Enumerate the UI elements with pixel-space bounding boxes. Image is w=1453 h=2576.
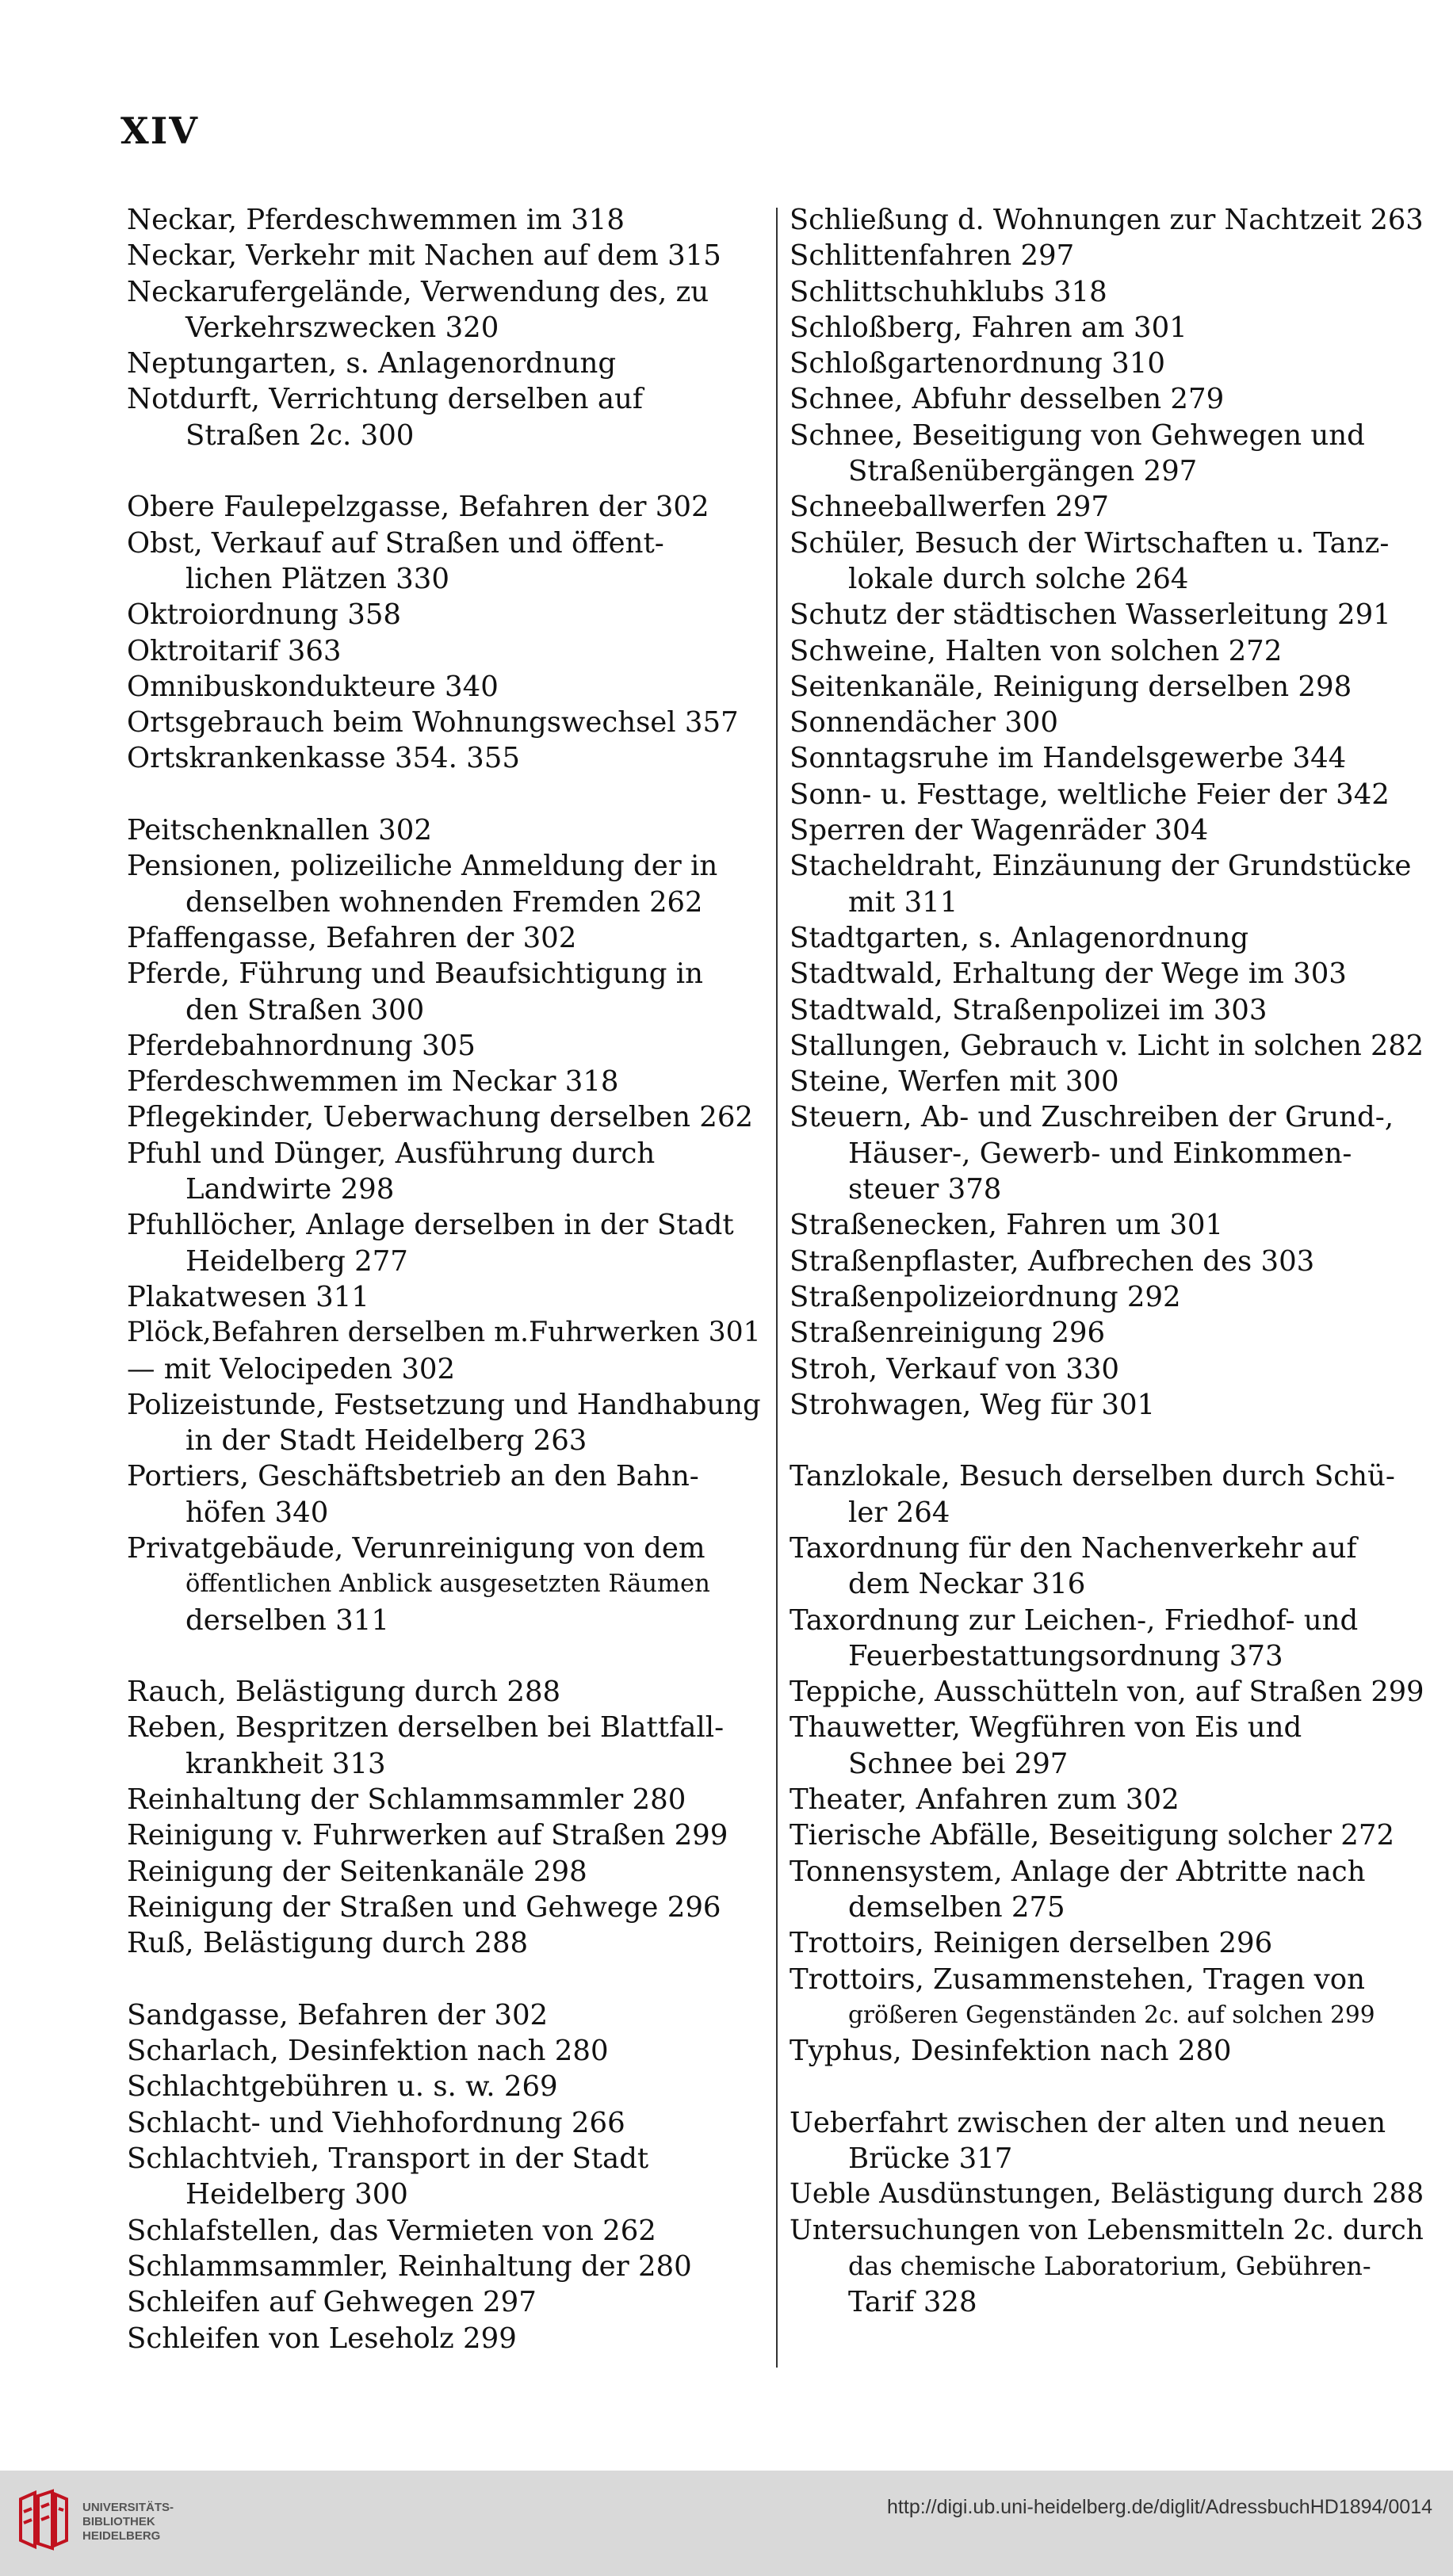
index-entry (790, 1351, 1424, 1387)
index-entry-text: Stadtgarten, s. Anlagenordnung (790, 921, 1249, 954)
index-entry-continuation: das chemische Laboratorium, Gebühren- (848, 2250, 1371, 2281)
library-name-line: UNIVERSITÄTS- (82, 2501, 174, 2514)
index-letter-group (790, 202, 1424, 1423)
index-entry (790, 992, 1424, 1028)
index-entry (790, 2105, 1424, 2177)
index-entry (127, 1351, 761, 1387)
index-entry-text: Schleifen von Leseholz 299 (127, 2322, 517, 2355)
index-entry-text: Sonntagsruhe im Handelsgewerbe 344 (790, 742, 1347, 775)
index-entry-text: Scharlach, Desinfektion nach 280 (127, 2035, 609, 2068)
index-entry (790, 310, 1424, 346)
index-entry (790, 202, 1424, 238)
index-entry-text: Schlafstellen, das Vermieten von 262 (127, 2214, 656, 2247)
index-entry (790, 2213, 1424, 2321)
index-entry-text: Pflegekinder, Ueberwachung derselben 262 (127, 1101, 753, 1134)
index-entry-continuation: steuer 378 (848, 1173, 1002, 1206)
index-entry-text: Tonnensystem, Anlage der Abtritte nach (790, 1855, 1366, 1888)
index-entry (790, 1710, 1424, 1782)
index-entry-continuation: Tarif 328 (848, 2286, 977, 2319)
index-entry-text: Stroh, Verkauf von 330 (790, 1352, 1120, 1385)
index-entry-text: Sonn- u. Festtage, weltliche Feier der 342 (790, 778, 1390, 811)
index-entry-text: Plakatwesen 311 (127, 1280, 369, 1313)
index-entry-continuation: öffentlichen Anblick ausgesetzten Räumen (185, 1570, 710, 1599)
index-entry (127, 274, 761, 346)
index-entry-text: Thauwetter, Wegführen von Eis und (790, 1711, 1302, 1745)
index-entry (790, 1458, 1424, 1531)
index-entry-continuation: demselben 275 (848, 1890, 1065, 1924)
index-entry-text: Tierische Abfälle, Beseitigung solcher 272 (790, 1819, 1395, 1852)
index-entry-text: Neckar, Verkehr mit Nachen auf dem 315 (127, 239, 721, 273)
index-entry (127, 1674, 761, 1710)
index-entry-text: Stadtwald, Erhaltung der Wege im 303 (790, 957, 1347, 991)
index-entry (127, 381, 761, 453)
index-entry-text: Teppiche, Ausschütteln von, auf Straßen 299 (790, 1676, 1424, 1709)
index-entry-text: Theater, Anfahren zum 302 (790, 1783, 1180, 1817)
index-entry (127, 2069, 761, 2104)
index-entry (127, 202, 761, 238)
index-entry (790, 956, 1424, 992)
index-entry-text: — mit Velocipeden 302 (127, 1352, 456, 1385)
index-entry-text: Privatgebäude, Verunreinigung von dem (127, 1531, 705, 1565)
index-entry-text: Reinigung der Seitenkanäle 298 (127, 1855, 587, 1888)
index-entry (127, 1064, 761, 1099)
index-entry (790, 848, 1424, 920)
index-entry-text: Schutz der städtischen Wasserleitung 291 (790, 598, 1391, 632)
index-entry (127, 633, 761, 669)
index-entry-text: Pfaffengasse, Befahren der 302 (127, 921, 577, 954)
index-entry (790, 1099, 1424, 1207)
index-letter-group (127, 1997, 761, 2356)
index-entry (127, 848, 761, 920)
index-entry (127, 1854, 761, 1890)
index-entry (790, 238, 1424, 273)
index-entry-continuation: Feuerbestattungsordnung 373 (848, 1639, 1283, 1672)
index-entry (127, 1531, 761, 1638)
library-name (82, 2501, 174, 2544)
index-entry-text: Rauch, Belästigung durch 288 (127, 1676, 561, 1709)
index-entry-text: Ortsgebrauch beim Wohnungswechsel 357 (127, 706, 739, 740)
index-entry (127, 1782, 761, 1817)
index-entry (790, 1244, 1424, 1279)
index-entry-text: Notdurft, Verrichtung derselben auf (127, 383, 643, 416)
index-entry-text: Schließung d. Wohnungen zur Nachtzeit 263 (790, 204, 1424, 236)
index-entry (790, 1782, 1424, 1817)
index-entry (790, 418, 1424, 490)
index-entry (790, 1064, 1424, 1099)
index-entry (127, 597, 761, 633)
index-entry (127, 2284, 761, 2320)
index-entry-text: Schneeballwerfen 297 (790, 491, 1109, 524)
index-entry-continuation: Verkehrszwecken 320 (185, 311, 499, 344)
index-entry-continuation: dem Neckar 316 (848, 1568, 1086, 1601)
index-entry-text: Peitschenknallen 302 (127, 814, 432, 847)
index-entry (127, 526, 761, 598)
index-entry (790, 812, 1424, 848)
index-entry-continuation: Heidelberg 300 (185, 2178, 408, 2211)
index-entry-text: Obere Faulepelzgasse, Befahren der 302 (127, 491, 709, 524)
index-entry-text: Trottoirs, Reinigen derselben 296 (790, 1927, 1273, 1960)
index-entry (790, 1207, 1424, 1243)
index-letter-group (790, 1458, 1424, 2069)
index-entry (127, 1099, 761, 1135)
index-letter-group (127, 812, 761, 1638)
index-entry-text: Polizeistunde, Festsetzung und Handhabung (127, 1388, 761, 1421)
index-entry-text: Oktroitarif 363 (127, 634, 342, 667)
index-entry-text: Ueberfahrt zwischen der alten und neuen (790, 2106, 1386, 2139)
index-entry (127, 2213, 761, 2249)
index-entry-text: Schnee, Beseitigung von Gehwegen und (790, 419, 1365, 452)
source-url[interactable]: http://digi.ub.uni-heidelberg.de/diglit/AdressbuchHD1894/0014 (887, 2496, 1432, 2518)
index-entry-text: Taxordnung zur Leichen-, Friedhof- und (790, 1603, 1359, 1637)
index-column-left (127, 202, 761, 2356)
group-gap (127, 1638, 761, 1674)
index-entry-text: Straßenpolizeiordnung 292 (790, 1280, 1181, 1313)
index-entry (127, 2321, 761, 2356)
index-entry-continuation: derselben 311 (185, 1603, 389, 1637)
index-entry-text: Reinhaltung der Schlammsammler 280 (127, 1783, 686, 1817)
index-entry-text: Neckar, Pferdeschwemmen im 318 (127, 204, 625, 236)
index-entry-text: Reinigung v. Fuhrwerken auf Straßen 299 (127, 1819, 728, 1852)
index-entry-text: Pferdebahnordnung 305 (127, 1029, 476, 1062)
index-entry-continuation: Häuser-, Gewerb- und Einkommen- (848, 1137, 1352, 1170)
index-entry-text: Schweine, Halten von solchen 272 (790, 634, 1283, 667)
library-logo-icon (14, 2488, 71, 2551)
index-entry-text: Steine, Werfen mit 300 (790, 1065, 1119, 1099)
group-gap (127, 453, 761, 489)
index-entry (790, 1962, 1424, 2034)
index-entry (127, 705, 761, 740)
index-entry-continuation: krankheit 313 (185, 1747, 386, 1780)
index-entry (127, 1817, 761, 1853)
index-entry (790, 2033, 1424, 2069)
index-entry-continuation: Straßen 2c. 300 (185, 419, 415, 452)
index-entry (790, 705, 1424, 740)
index-entry-text: Reinigung der Straßen und Gehwege 296 (127, 1890, 721, 1924)
index-entry-text: Obst, Verkauf auf Straßen und öffent- (127, 526, 664, 560)
index-entry (790, 274, 1424, 310)
index-entry-text: Reben, Bespritzen derselben bei Blattfall- (127, 1711, 725, 1745)
index-entry-continuation: in der Stadt Heidelberg 263 (185, 1424, 587, 1458)
index-entry-text: Pensionen, polizeiliche Anmeldung der in (127, 850, 718, 883)
index-entry (127, 669, 761, 705)
index-entry (127, 1458, 761, 1531)
index-entry (127, 489, 761, 525)
index-entry-continuation: Straßenübergängen 297 (848, 455, 1198, 488)
index-entry (790, 669, 1424, 705)
index-entry-text: Schlittenfahren 297 (790, 239, 1075, 273)
index-letter-group (790, 2105, 1424, 2321)
index-entry (790, 1028, 1424, 1064)
footer-bar (0, 2471, 1453, 2576)
index-entry-text: Schnee, Abfuhr desselben 279 (790, 383, 1225, 416)
index-entry (127, 2033, 761, 2069)
index-entry-text: Stadtwald, Straßenpolizei im 303 (790, 993, 1268, 1026)
index-entry (790, 633, 1424, 669)
index-entry (127, 1387, 761, 1459)
index-entry-text: Neptungarten, s. Anlagenordnung (127, 347, 617, 380)
page-number: XIV (120, 109, 199, 152)
index-entry-text: Straßenpflaster, Aufbrechen des 303 (790, 1244, 1315, 1278)
index-entry (127, 2141, 761, 2213)
index-entry-text: Omnibuskondukteure 340 (127, 670, 499, 703)
index-entry (127, 346, 761, 381)
group-gap (790, 2069, 1424, 2104)
index-letter-group (127, 489, 761, 776)
index-entry-text: Schloßgartenordnung 310 (790, 347, 1165, 380)
index-entry-text: Neckarufergelände, Verwendung des, zu (127, 275, 709, 308)
index-entry (127, 1279, 761, 1315)
index-entry-continuation: lokale durch solche 264 (848, 562, 1189, 595)
index-entry-text: Plöck,Befahren derselben m.Fuhrwerken 301 (127, 1317, 761, 1349)
index-entry (790, 597, 1424, 633)
index-entry-text: Schlachtgebühren u. s. w. 269 (127, 2070, 558, 2104)
index-entry (790, 1315, 1424, 1351)
index-entry (127, 812, 761, 848)
index-entry (127, 1890, 761, 1925)
index-entry-text: Schlittschuhklubs 318 (790, 275, 1107, 308)
index-entry-text: Stacheldraht, Einzäunung der Grundstücke (790, 850, 1412, 883)
index-entry-text: Tanzlokale, Besuch derselben durch Schü- (790, 1460, 1395, 1493)
group-gap (127, 777, 761, 812)
index-entry (127, 740, 761, 776)
index-entry-text: Pfuhl und Dünger, Ausführung durch (127, 1137, 656, 1170)
index-entry-text: Ueble Ausdünstungen, Belästigung durch 288 (790, 2178, 1424, 2211)
index-entry (790, 2177, 1424, 2212)
index-entry-text: Seitenkanäle, Reinigung derselben 298 (790, 670, 1352, 703)
index-letter-group (127, 202, 761, 453)
index-entry (790, 1674, 1424, 1710)
index-entry (790, 526, 1424, 598)
index-entry-continuation: den Straßen 300 (185, 993, 425, 1026)
index-entry-continuation: mit 311 (848, 885, 958, 919)
index-entry-text: Straßenreinigung 296 (790, 1317, 1106, 1350)
index-entry (127, 2105, 761, 2141)
index-entry-text: Schlammsammler, Reinhaltung der 280 (127, 2249, 692, 2283)
index-entry (127, 920, 761, 956)
index-entry-continuation: ler 264 (848, 1496, 950, 1529)
index-entry-text: Sperren der Wagenräder 304 (790, 814, 1209, 847)
library-name-line: BIBLIOTHEK (82, 2515, 155, 2528)
index-entry-text: Schlachtvieh, Transport in der Stadt (127, 2142, 649, 2176)
index-entry-text: Sonnendächer 300 (790, 706, 1058, 740)
index-entry-text: Taxordnung für den Nachenverkehr auf (790, 1531, 1357, 1565)
index-entry-continuation: Schnee bei 297 (848, 1747, 1069, 1780)
index-entry-continuation: höfen 340 (185, 1496, 329, 1529)
index-entry (790, 1925, 1424, 1961)
index-entry (127, 1315, 761, 1351)
index-entry (790, 1854, 1424, 1926)
index-entry-text: Stallungen, Gebrauch v. Licht in solchen 282 (790, 1029, 1424, 1062)
index-entry-text: Straßenecken, Fahren um 301 (790, 1209, 1224, 1242)
index-entry-continuation: denselben wohnenden Fremden 262 (185, 885, 703, 919)
index-entry-text: Schlacht- und Viehhofordnung 266 (127, 2106, 625, 2139)
index-entry (127, 1925, 761, 1961)
index-entry (127, 1207, 761, 1279)
index-entry-text: Steuern, Ab- und Zuschreiben der Grund-, (790, 1101, 1394, 1134)
index-entry (790, 920, 1424, 956)
index-entry (790, 381, 1424, 417)
index-entry (127, 1028, 761, 1064)
index-entry (127, 2249, 761, 2284)
index-entry-text: Oktroiordnung 358 (127, 598, 402, 632)
index-entry (127, 1710, 761, 1782)
group-gap (790, 1423, 1424, 1458)
index-entry (790, 1279, 1424, 1315)
index-entry-continuation: lichen Plätzen 330 (185, 562, 449, 595)
index-entry (790, 1603, 1424, 1675)
index-entry-text: Ortskrankenkasse 354. 355 (127, 742, 520, 775)
index-entry-continuation: Heidelberg 277 (185, 1244, 408, 1278)
index-entry-text: Schleifen auf Gehwegen 297 (127, 2286, 537, 2319)
index-entry (790, 740, 1424, 776)
index-entry-text: Trottoirs, Zusammenstehen, Tragen von (790, 1963, 1365, 1996)
index-entry (127, 956, 761, 1028)
index-entry-text: Pferde, Führung und Beaufsichtigung in (127, 957, 703, 991)
column-divider (776, 208, 778, 2368)
index-entry-continuation: größeren Gegenständen 2c. auf solchen 299 (848, 2001, 1375, 2028)
index-entry-text: Pferdeschwemmen im Neckar 318 (127, 1065, 619, 1099)
index-entry-text: Schüler, Besuch der Wirtschaften u. Tanz- (790, 526, 1390, 560)
index-entry-text: Sandgasse, Befahren der 302 (127, 1998, 549, 2031)
index-entry-text: Untersuchungen von Lebensmitteln 2c. durch (790, 2214, 1424, 2246)
index-entry-text: Portiers, Geschäftsbetrieb an den Bahn- (127, 1460, 699, 1493)
index-entry-text: Pfuhllöcher, Anlage derselben in der Stadt (127, 1209, 734, 1242)
index-entry-text: Strohwagen, Weg für 301 (790, 1388, 1156, 1421)
index-entry (127, 1136, 761, 1208)
index-entry (790, 1387, 1424, 1423)
group-gap (127, 1962, 761, 1997)
index-entry (127, 1997, 761, 2033)
index-entry (790, 1817, 1424, 1853)
library-name-line: HEIDELBERG (82, 2529, 161, 2543)
index-letter-group (127, 1674, 761, 1961)
index-entry-text: Ruß, Belästigung durch 288 (127, 1927, 529, 1960)
index-entry-continuation: Brücke 317 (848, 2142, 1013, 2176)
index-entry (127, 238, 761, 273)
index-entry-text: Schloßberg, Fahren am 301 (790, 311, 1187, 344)
index-column-right (790, 202, 1424, 2321)
index-entry-continuation: Landwirte 298 (185, 1173, 395, 1206)
index-entry (790, 489, 1424, 525)
index-entry (790, 1531, 1424, 1603)
index-entry (790, 346, 1424, 381)
index-entry-text: Typhus, Desinfektion nach 280 (790, 2035, 1232, 2068)
index-entry (790, 777, 1424, 812)
